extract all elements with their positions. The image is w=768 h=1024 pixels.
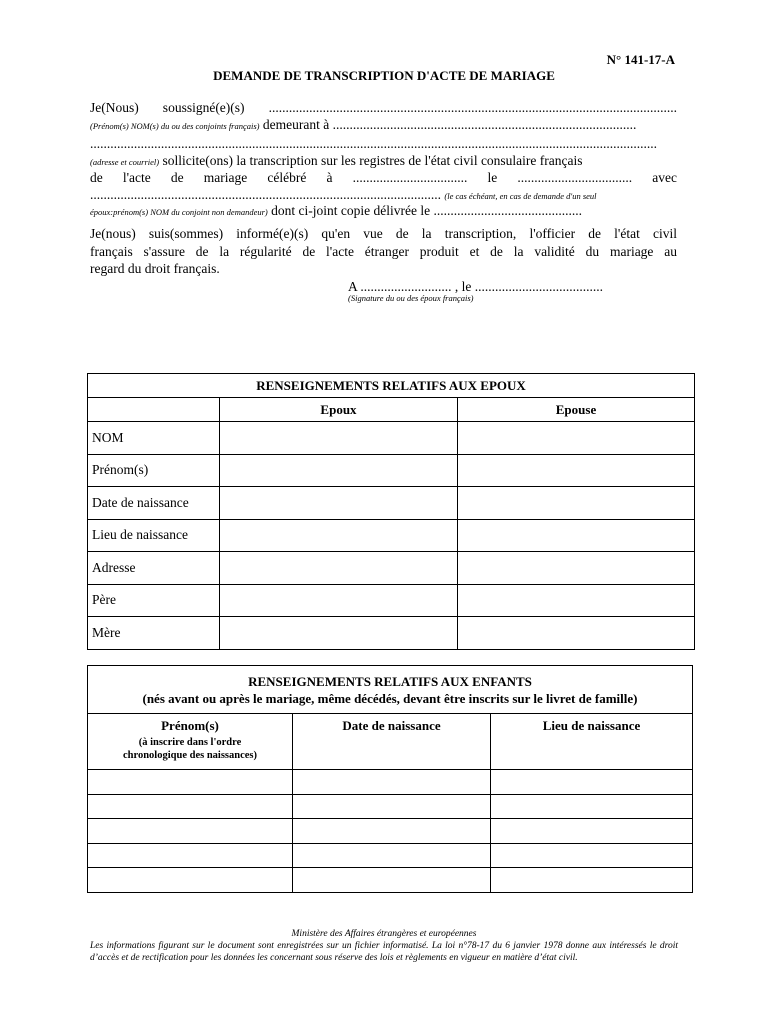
epouse-nom-cell[interactable] [458, 422, 695, 455]
children-table-title: RENSEIGNEMENTS RELATIFS AUX ENFANTS [248, 673, 532, 689]
child-1-date-cell[interactable] [293, 770, 491, 795]
row-label-date-naissance: Date de naissance [88, 487, 220, 520]
child-1-prenoms-cell[interactable] [88, 770, 293, 795]
child-5-date-cell[interactable] [293, 868, 491, 893]
epouse-lieu-naissance-cell[interactable] [458, 519, 695, 552]
request-text: sollicite(ons) la transcription sur les registres de l'état civil consulaire français [159, 153, 583, 168]
applicant-name-line[interactable] [90, 100, 677, 116]
child-3-date-cell[interactable] [293, 819, 491, 844]
footer [90, 928, 678, 964]
epoux-prenoms-cell[interactable] [220, 454, 458, 487]
child-3-lieu-cell[interactable] [491, 819, 693, 844]
spouse-dots: ........................................................................................................ [90, 187, 445, 202]
child-5-lieu-cell[interactable] [491, 868, 693, 893]
epoux-nom-cell[interactable] [220, 422, 458, 455]
address-note: (adresse et courriel) [90, 157, 160, 167]
applicant-name-text: Je(Nous) soussigné(e)(s) ......................................................................................................................... [90, 100, 677, 115]
epoux-mere-cell[interactable] [220, 617, 458, 650]
address-line-2[interactable] [90, 136, 677, 152]
col-prenoms-note-2: chronologique des naissances) [123, 750, 257, 761]
child-3-prenoms-cell[interactable] [88, 819, 293, 844]
child-2-date-cell[interactable] [293, 794, 491, 819]
col-prenoms-label: Prénom(s) [161, 718, 219, 733]
col-header-epoux: Epoux [220, 398, 458, 422]
children-table-header [88, 666, 693, 714]
child-2-lieu-cell[interactable] [491, 794, 693, 819]
child-5-prenoms-cell[interactable] [88, 868, 293, 893]
col-header-date-naissance: Date de naissance [293, 714, 491, 770]
epoux-pere-cell[interactable] [220, 584, 458, 617]
spouse-note: (le cas échéant, en cas de demande d'un seul [444, 191, 597, 201]
marriage-line[interactable] [90, 170, 677, 186]
copy-text: dont ci-joint copie délivrée le ............................................ [267, 203, 582, 218]
info-paragraph-line-1 [90, 226, 677, 242]
form-title: DEMANDE DE TRANSCRIPTION D'ACTE DE MARIAGE [213, 68, 555, 83]
spouse-note-2: époux:prénom(s) NOM du conjoint non demandeur) [90, 207, 268, 217]
form-number: N° 141-17-A [606, 52, 675, 67]
spouse-line[interactable] [90, 187, 677, 203]
address-line-1[interactable] [90, 117, 677, 133]
child-2-prenoms-cell[interactable] [88, 794, 293, 819]
row-label-mere: Mère [88, 617, 220, 650]
col-header-epouse: Epouse [458, 398, 695, 422]
info-text-3: regard du droit français. [90, 261, 220, 276]
residence-text: demeurant à .......................................................................................... [259, 117, 637, 132]
row-label-prenoms: Prénom(s) [88, 454, 220, 487]
child-4-date-cell[interactable] [293, 843, 491, 868]
signature-note: (Signature du ou des époux français) [348, 293, 474, 303]
epouse-pere-cell[interactable] [458, 584, 695, 617]
epouse-date-naissance-cell[interactable] [458, 487, 695, 520]
info-text-2: français s'assure de la régularité de l'acte étranger produit et de la validité du mariage au [90, 244, 677, 259]
footer-ministry: Ministère des Affaires étrangères et européennes [291, 929, 477, 939]
marriage-text: de l'acte de mariage célébré à .................................. le .................................. avec [90, 170, 677, 185]
info-text-1: Je(nous) suis(sommes) informé(e)(s) qu'en vue de la transcription, l'officier de l'état civil [90, 226, 677, 241]
col-prenoms-note-1: (à inscrire dans l'ordre [138, 737, 242, 748]
signature-place-date[interactable]: A ........................... , le ...................................... [348, 279, 603, 294]
child-4-prenoms-cell[interactable] [88, 843, 293, 868]
address-dots: ........................................................................................................................................................................ [90, 136, 657, 151]
request-line [90, 153, 677, 169]
footer-notice: Les informations figurant sur le document sont enregistrées sur un fichier informatisé. La loi n°78-17 du 6 janvier 1978 donne aux intéressés le droit d’accès et de rectification pour les données les concernant sous réserve des lois et règlements en vigueur en matière d’état civil. [90, 941, 678, 963]
col-header-prenoms [88, 714, 293, 770]
row-label-adresse: Adresse [88, 552, 220, 585]
epoux-adresse-cell[interactable] [220, 552, 458, 585]
children-table-subtitle: (nés avant ou après le mariage, même décédés, devant être inscrits sur le livret de famille) [142, 690, 638, 706]
info-paragraph-line-3 [90, 261, 677, 277]
epouse-adresse-cell[interactable] [458, 552, 695, 585]
epouse-mere-cell[interactable] [458, 617, 695, 650]
spouses-table [87, 373, 695, 650]
applicant-name-note: (Prénom(s) NOM(s) du ou des conjoints français) [90, 121, 260, 131]
epoux-date-naissance-cell[interactable] [220, 487, 458, 520]
spouses-table-title: RENSEIGNEMENTS RELATIFS AUX EPOUX [88, 374, 695, 398]
col-header-lieu-naissance: Lieu de naissance [491, 714, 693, 770]
child-4-lieu-cell[interactable] [491, 843, 693, 868]
spouses-corner-cell [88, 398, 220, 422]
info-paragraph-line-2 [90, 244, 677, 260]
row-label-lieu-naissance: Lieu de naissance [88, 519, 220, 552]
child-1-lieu-cell[interactable] [491, 770, 693, 795]
row-label-pere: Père [88, 584, 220, 617]
row-label-nom: NOM [88, 422, 220, 455]
epouse-prenoms-cell[interactable] [458, 454, 695, 487]
children-table [87, 665, 693, 893]
copy-line[interactable] [90, 203, 677, 219]
epoux-lieu-naissance-cell[interactable] [220, 519, 458, 552]
